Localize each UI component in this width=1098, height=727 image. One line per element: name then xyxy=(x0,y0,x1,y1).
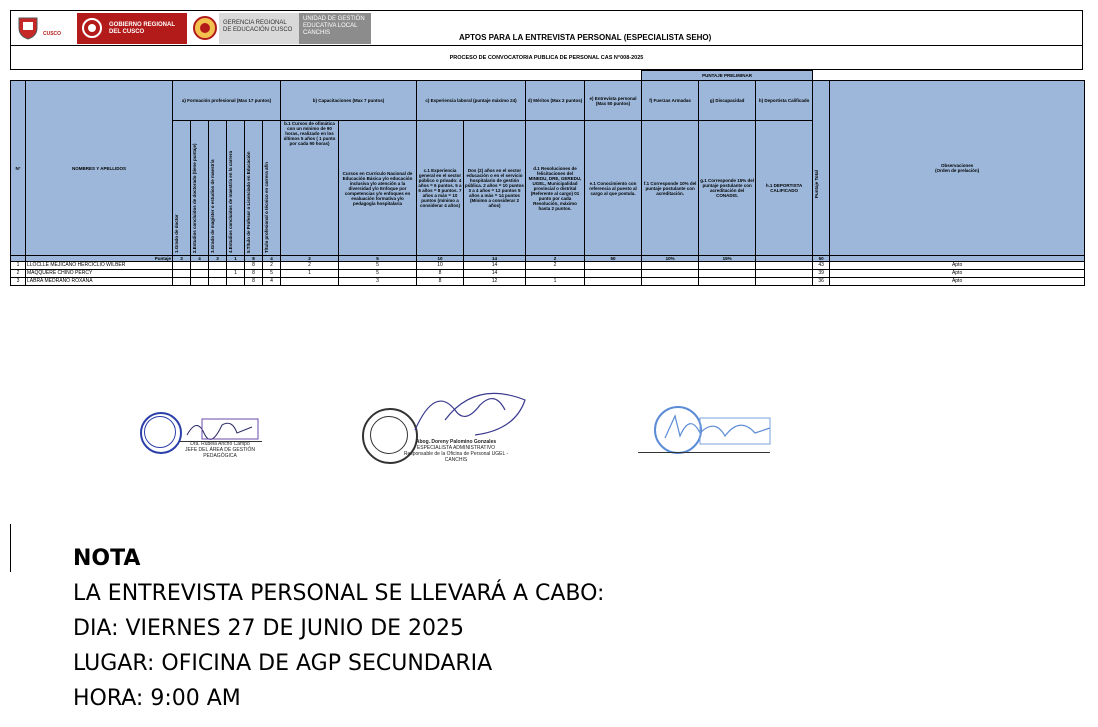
shield-icon xyxy=(17,16,39,40)
cell-ff xyxy=(642,262,699,270)
col-experiencia-header: c) Experiencia laboral (puntaje máximo 24) xyxy=(417,81,526,121)
pts-cap1: 2 xyxy=(281,256,339,262)
cell-f5: 8 xyxy=(245,270,263,278)
cell-ent xyxy=(585,278,642,286)
note-block xyxy=(73,541,604,716)
signature-scribble-icon xyxy=(182,415,262,441)
formacion-sub-6: Título profesional o técnico en carrera afín xyxy=(263,121,281,256)
cell-disc xyxy=(699,270,756,278)
pts-f3: 3 xyxy=(209,256,227,262)
cell-f1 xyxy=(173,278,191,286)
gobierno-regional-logo xyxy=(77,13,187,44)
cell-f4 xyxy=(227,278,245,286)
cell-f6: 5 xyxy=(263,270,281,278)
pts-f4: 1 xyxy=(227,256,245,262)
formacion-sub-3: 3.Grado de magister o estudios de maestría xyxy=(209,121,227,256)
cell-total: 43 xyxy=(813,262,830,270)
pts-f6: 4 xyxy=(263,256,281,262)
cell-exp2: 12 xyxy=(464,278,526,286)
cell-cap1 xyxy=(281,278,339,286)
note-line-3: LUGAR: OFICINA DE AGP SECUNDARIA xyxy=(73,651,493,676)
gre-line1: GERENCIA REGIONAL xyxy=(223,20,287,26)
inca-emblem-icon xyxy=(81,17,103,39)
cell-f4: 1 xyxy=(227,270,245,278)
cell-f3 xyxy=(209,262,227,270)
cell-f1 xyxy=(173,262,191,270)
puntaje-preliminar-header: PUNTAJE PRELIMINAR xyxy=(642,71,813,81)
ugel-line3: CANCHIS xyxy=(303,30,331,36)
ugel-text-block xyxy=(299,13,371,44)
signature-scribble-icon xyxy=(405,380,535,440)
col-puntaje-total-header: Puntaje Total xyxy=(813,81,830,256)
disc-g1-header: g.1 Corresponde 15% del puntaje postulante con acreditación del CONADIS. xyxy=(699,121,756,256)
mer-d1-header: d.1 Resoluciones de felicitaciones del MINEDU, DRE, GEREDU, UGEL, Municipalidad provincial o distrital (Referente al cargo) 01 punto por cada Resolución, máximo hasta 2 puntos. xyxy=(526,121,585,256)
cell-exp1: 10 xyxy=(417,262,464,270)
note-line-1: LA ENTREVISTA PERSONAL SE LLEVARÁ A CABO: xyxy=(73,581,605,606)
exp-c2-header: Dos (2) años en el sector educación o en el servicio hospitalario de gestión pública. 2 años = 10 puntos 3 a 4 años = 12 puntos 5 años a más = 14 puntos (Mínimo a considerar 2 años) xyxy=(464,121,526,256)
pts-mer: 2 xyxy=(526,256,585,262)
pts-exp1: 10 xyxy=(417,256,464,262)
cell-f2 xyxy=(191,278,209,286)
ent-e1-header: e.1 Conocimiento con referencia al puesto al cargo al que postula. xyxy=(585,121,642,256)
signature-scribble-icon xyxy=(660,408,775,448)
gre-line2: DE EDUCACIÓN CUSCO xyxy=(223,27,293,33)
cell-no: 3 xyxy=(11,278,26,286)
cell-name: MAQQUERE CHINO PERCY xyxy=(26,270,173,278)
pts-cap2: 5 xyxy=(339,256,417,262)
gre-seal-icon xyxy=(193,16,217,40)
cell-cap2: 5 xyxy=(339,270,417,278)
col-discapacidad-header: g) Discapacidad xyxy=(699,81,756,121)
gre-text-block xyxy=(219,13,299,44)
formacion-sub-4: 4.Estudios concluidos de maestría en la carrera xyxy=(227,121,245,256)
table-row xyxy=(11,278,1085,286)
formacion-sub-1: 1.Grado de doctor xyxy=(173,121,191,256)
cell-f5: 8 xyxy=(245,278,263,286)
cell-exp1: 8 xyxy=(417,278,464,286)
signature-1-text: Dra. Rubela Ancho Campo JEFE DEL ÁREA DE GESTIÓN PEDAGÓGICA xyxy=(184,441,256,459)
cell-f5: 8 xyxy=(245,262,263,270)
ugel-line1: UNIDAD DE GESTIÓN xyxy=(303,16,365,22)
document-title: APTOS PARA LA ENTREVISTA PERSONAL (ESPECIALISTA SEHO) xyxy=(459,33,712,42)
cell-no: 1 xyxy=(11,262,26,270)
cell-ff xyxy=(642,278,699,286)
pts-f1: 3 xyxy=(173,256,191,262)
document-header xyxy=(10,10,1083,46)
cap-b2-header: Cursos en Currículo Nacional de Educación Básica y/o educación inclusiva y/o atención a la diversidad y/o Enfoque por competencias y/o enfoques en evaluación formativa y/o pedagogía hospitalaria xyxy=(339,121,417,256)
col-nombres-header: NOMBRES Y APELLIDOS xyxy=(26,81,173,256)
cell-ent xyxy=(585,270,642,278)
col-no-header: N° xyxy=(11,81,26,256)
gobierno-line1: GOBIERNO REGIONAL xyxy=(109,22,176,28)
cell-obs: Apto xyxy=(830,270,1085,278)
left-margin-bar xyxy=(10,524,11,572)
dep-h1-header: h.1 DEPORTISTA CALIFICADO xyxy=(756,121,813,256)
col-deportista-header: h) Deportista Calificado xyxy=(756,81,813,121)
gobierno-line2: DEL CUSCO xyxy=(109,29,145,35)
cell-total: 39 xyxy=(813,270,830,278)
cell-obs: Apto xyxy=(830,278,1085,286)
col-formacion-header: a) Formación profesional (Max 17 puntos) xyxy=(173,81,281,121)
peru-shield-logo xyxy=(13,13,73,44)
ff-f1-header: f.1 Corresponde 10% del puntaje postulante con acreditación. xyxy=(642,121,699,256)
cell-f2 xyxy=(191,270,209,278)
note-line-4: HORA: 9:00 AM xyxy=(73,686,241,711)
formacion-sub-5: 5.Título de Profesor o Licenciado en Educación xyxy=(245,121,263,256)
cell-cap2: 3 xyxy=(339,278,417,286)
cell-dep xyxy=(756,278,813,286)
cell-dep xyxy=(756,262,813,270)
cell-cap2: 5 xyxy=(339,262,417,270)
candidates-table xyxy=(10,70,1083,287)
cell-disc xyxy=(699,278,756,286)
col-capacitaciones-header: b) Capacitaciones (Max 7 puntos) xyxy=(281,81,417,121)
cell-exp2: 14 xyxy=(464,262,526,270)
pts-disc: 15% xyxy=(699,256,756,262)
ugel-line2: EDUCATIVA LOCAL xyxy=(303,23,358,29)
table-row xyxy=(11,270,1085,278)
table-row xyxy=(11,262,1085,270)
cell-mer: 2 xyxy=(526,262,585,270)
cell-exp1: 8 xyxy=(417,270,464,278)
col-entrevista-header: e) Entrevista personal (Max 50 puntos) xyxy=(585,81,642,121)
note-title: NOTA xyxy=(73,546,141,571)
cell-mer xyxy=(526,270,585,278)
note-line-2: DIA: VIERNES 27 DE JUNIO DE 2025 xyxy=(73,616,465,641)
cell-ent xyxy=(585,262,642,270)
pts-ent: 50 xyxy=(585,256,642,262)
cell-f3 xyxy=(209,278,227,286)
cell-f6: 4 xyxy=(263,278,281,286)
col-fuerzas-header: f) Fuerzas Armadas xyxy=(642,81,699,121)
cell-name: LLOCLLE MEJICANO HERCICLIO WILBER xyxy=(26,262,173,270)
cell-no: 2 xyxy=(11,270,26,278)
cell-total: 36 xyxy=(813,278,830,286)
formacion-sub-2: 2.Estudios concluidos de doctorado (tiene puntaje) xyxy=(191,121,209,256)
pts-f5: 8 xyxy=(245,256,263,262)
col-meritos-header: d) Méritos (Max 2 puntos) xyxy=(526,81,585,121)
cap-b1-header: b.1 Cursos de ofimática con un mínimo de 90 horas, realizado en los últimos 5 años ( 1 punto por cada 90 horas) xyxy=(281,121,339,256)
document-subtitle: PROCESO DE CONVOCATORIA PUBLICA DE PERSONAL CAS N°008-2025 xyxy=(10,46,1083,70)
cell-f2 xyxy=(191,262,209,270)
cell-mer: 1 xyxy=(526,278,585,286)
cell-f6: 2 xyxy=(263,262,281,270)
cell-exp2: 14 xyxy=(464,270,526,278)
cell-dep xyxy=(756,270,813,278)
pts-f2: 4 xyxy=(191,256,209,262)
pts-total: 50 xyxy=(813,256,830,262)
cell-f4 xyxy=(227,262,245,270)
cell-f3 xyxy=(209,270,227,278)
cell-disc xyxy=(699,262,756,270)
col-observaciones-header: Observaciones (Orden de prelación) xyxy=(830,81,1085,256)
cell-name: LABRA MEDRANO ROXANA xyxy=(26,278,173,286)
puntaje-label: Puntaje xyxy=(26,256,173,262)
cell-ff xyxy=(642,270,699,278)
pts-exp2: 14 xyxy=(464,256,526,262)
exp-c1-header: c.1 Experiencia general en el sector público o privado: 4 años = 6 puntos. 5 a 6 años = 8 puntos. 7 años a más = 10 puntos (mínimo a considerar 4 años) xyxy=(417,121,464,256)
signature-2-text: Abog. Doreny Palomino Gonzales ESPECIALISTA ADMINISTRATIVO Responsable de la Oficina de Personal UGEL - CANCHIS xyxy=(403,439,509,463)
pts-ff: 10% xyxy=(642,256,699,262)
cell-cap1: 2 xyxy=(281,262,339,270)
gre-logo xyxy=(189,13,219,44)
data-rows xyxy=(11,262,1085,286)
cell-f1 xyxy=(173,270,191,278)
cusco-label: CUSCO xyxy=(43,31,62,37)
cell-cap1: 1 xyxy=(281,270,339,278)
cell-obs: Apto xyxy=(830,262,1085,270)
